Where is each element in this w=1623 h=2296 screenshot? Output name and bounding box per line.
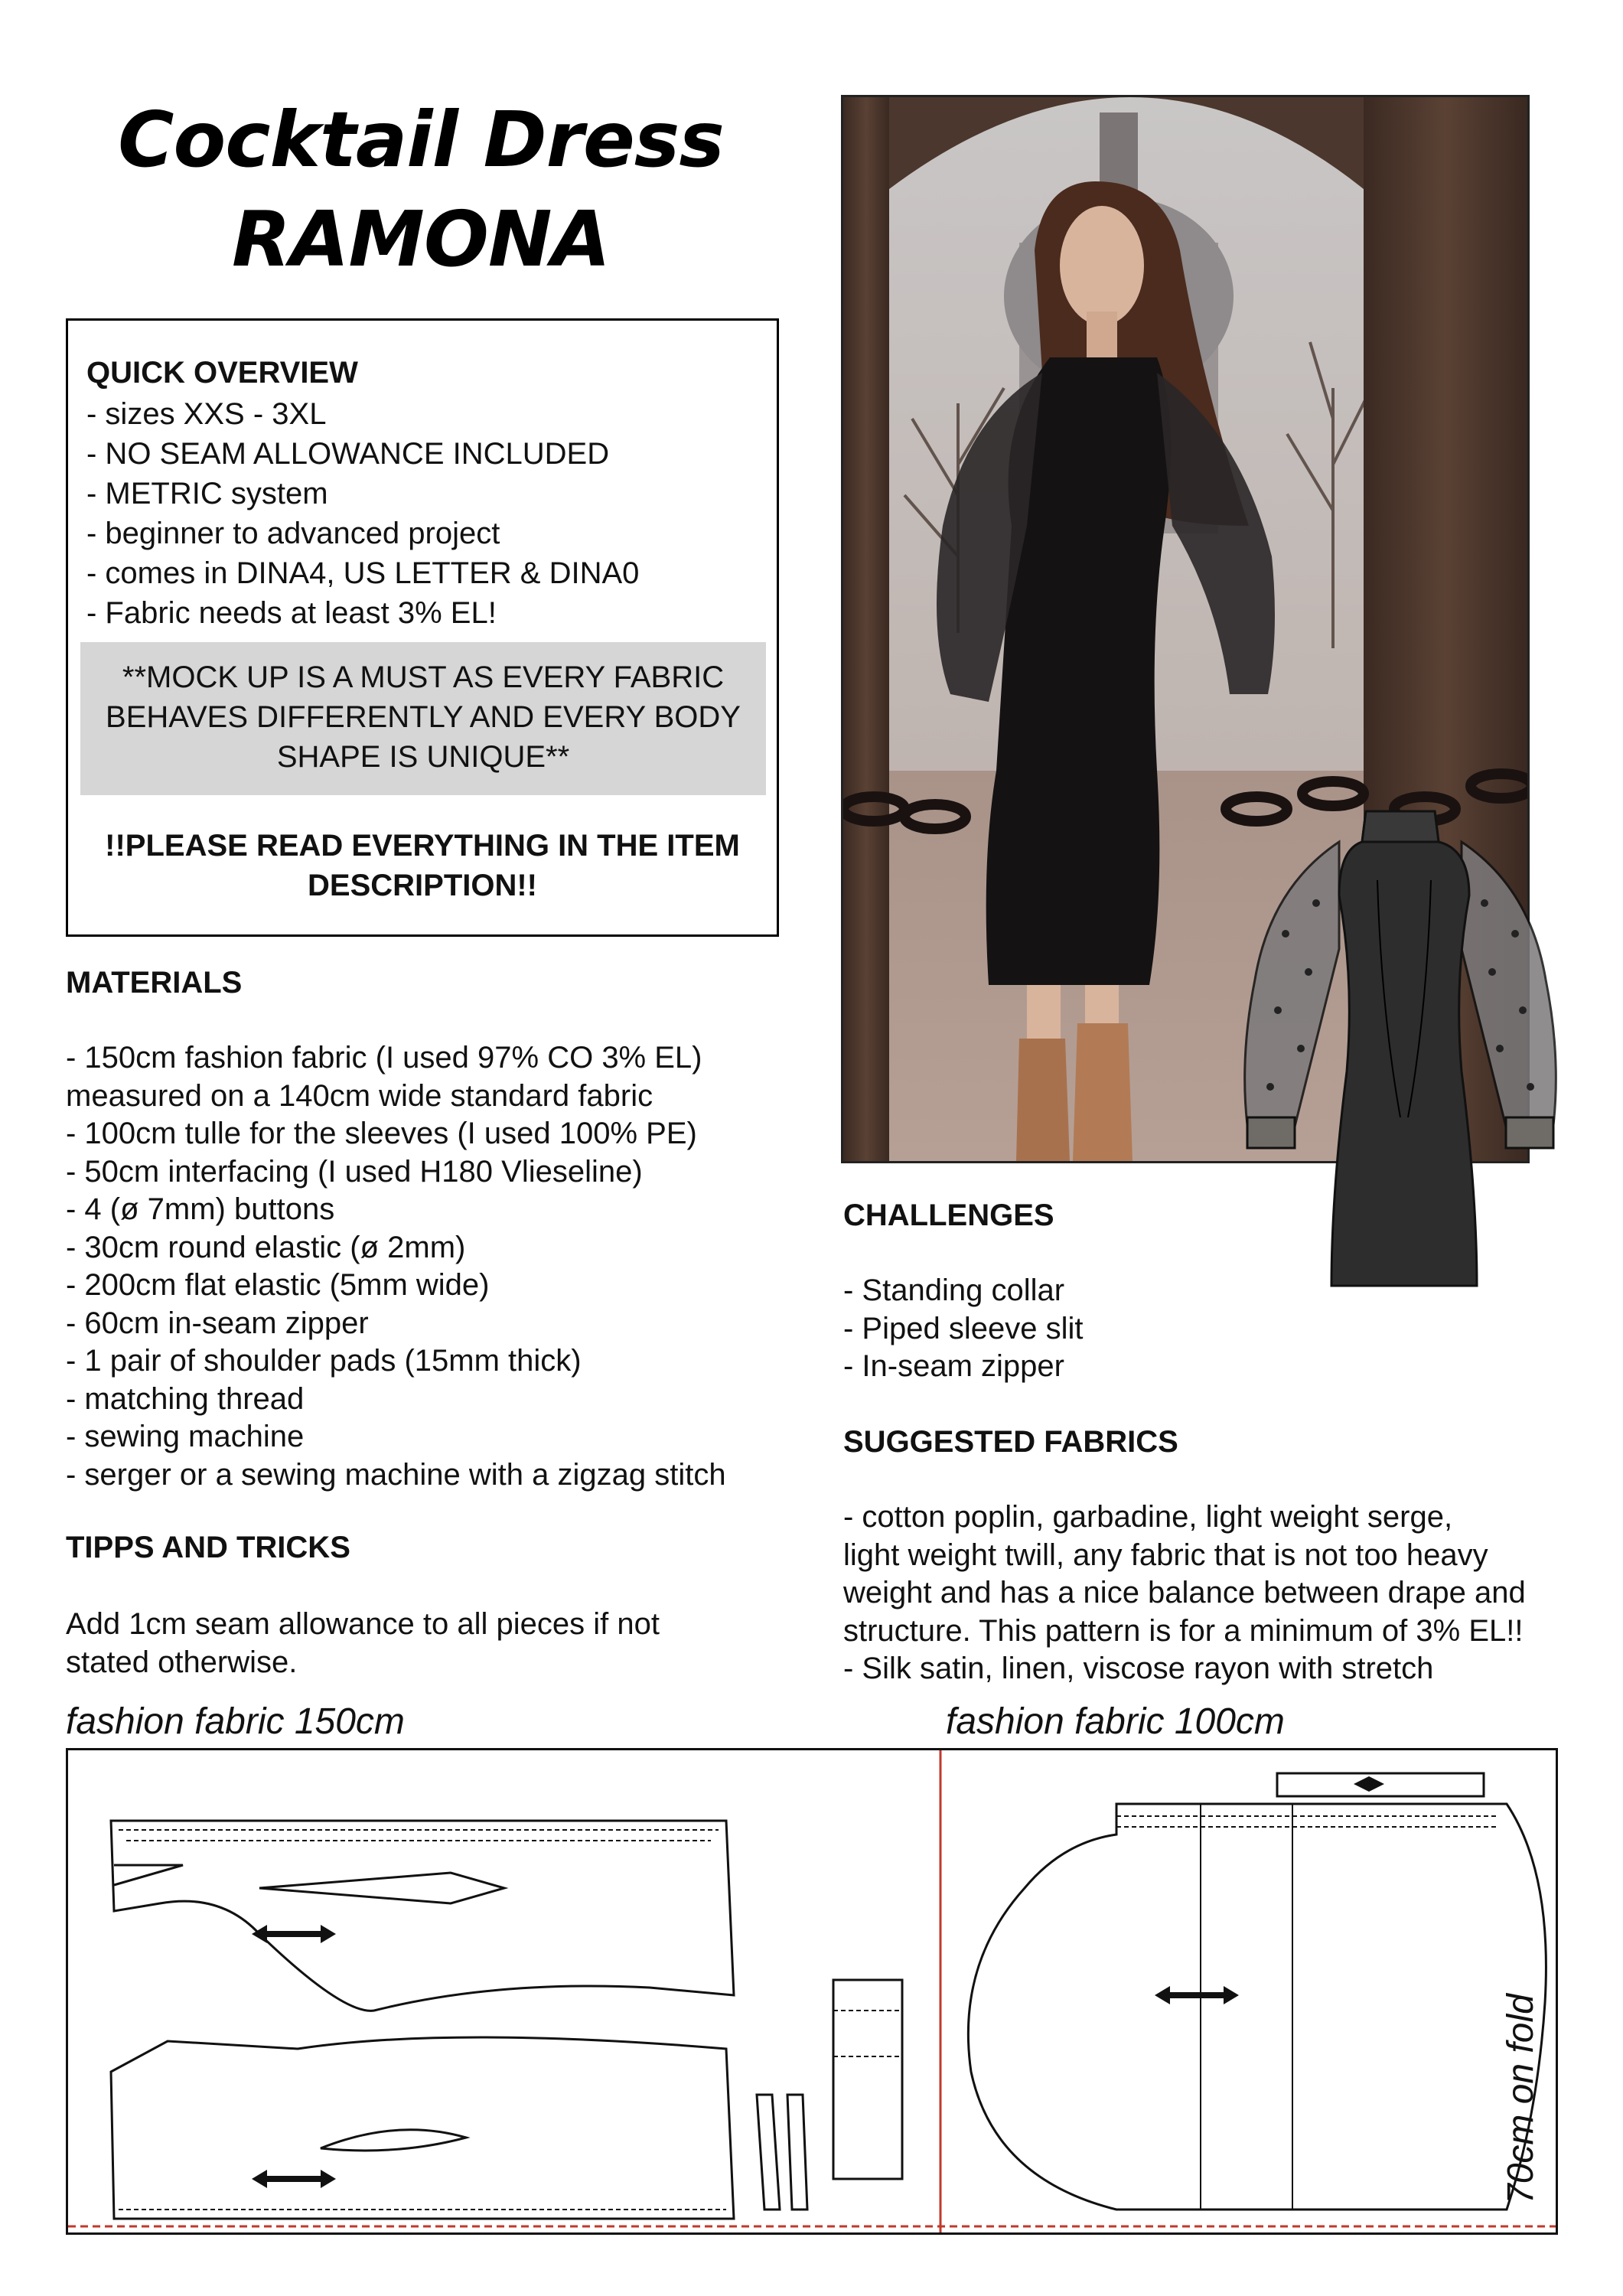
materials-item: - 50cm interfacing (I used H180 Vlieseline) <box>66 1154 643 1189</box>
fabrics-text <box>843 1499 1608 1688</box>
challenges-item: - Standing collar <box>843 1274 1065 1307</box>
title-line-1: Cocktail Dress <box>118 95 724 184</box>
materials-item: - serger or a sewing machine with a zigzag stitch <box>66 1457 726 1492</box>
page-title <box>77 90 765 289</box>
fabrics-line: light weight twill, any fabric that is not too heavy <box>843 1538 1488 1572</box>
mockup-note-line: BEHAVES DIFFERENTLY AND EVERY BODY <box>106 700 741 734</box>
materials-list <box>66 1039 816 1494</box>
tips-heading: TIPPS AND TRICKS <box>66 1531 350 1564</box>
mockup-note-line: **MOCK UP IS A MUST AS EVERY FABRIC <box>122 660 725 694</box>
read-warning <box>68 826 777 905</box>
materials-heading: MATERIALS <box>66 966 243 1000</box>
cutting-layout-diagram <box>68 1750 1556 2232</box>
read-warning-line: !!PLEASE READ EVERYTHING IN THE ITEM <box>105 829 740 863</box>
materials-item: - 30cm round elastic (ø 2mm) <box>66 1230 466 1264</box>
fabrics-heading: SUGGESTED FABRICS <box>843 1425 1178 1459</box>
materials-item: - 1 pair of shoulder pads (15mm thick) <box>66 1344 582 1378</box>
overview-item: - NO SEAM ALLOWANCE INCLUDED <box>86 437 610 471</box>
materials-item: - 200cm flat elastic (5mm wide) <box>66 1268 490 1302</box>
cutting-layout <box>66 1748 1558 2235</box>
overview-item: - comes in DINA4, US LETTER & DINA0 <box>86 556 640 590</box>
materials-item: measured on a 140cm wide standard fabric <box>66 1078 653 1113</box>
materials-item: - sewing machine <box>66 1420 305 1453</box>
materials-item: - 100cm tulle for the sleeves (I used 100% PE) <box>66 1117 697 1150</box>
tips-line: Add 1cm seam allowance to all pieces if not <box>66 1607 660 1641</box>
materials-item: - 4 (ø 7mm) buttons <box>66 1192 335 1226</box>
tips-line: stated otherwise. <box>66 1645 298 1679</box>
overview-item: - beginner to advanced project <box>86 517 500 550</box>
fold-label: 70cm on fold <box>1501 1994 1541 2204</box>
challenges-item: - In-seam zipper <box>843 1349 1064 1383</box>
overview-item: - sizes XXS - 3XL <box>86 397 327 431</box>
materials-item: - matching thread <box>66 1381 305 1416</box>
materials-item: - 150cm fashion fabric (I used 97% CO 3% EL) <box>66 1041 702 1075</box>
fabrics-line: - Silk satin, linen, viscose rayon with stretch <box>843 1652 1434 1685</box>
overview-item: - METRIC system <box>86 477 328 510</box>
overview-list <box>86 394 639 633</box>
read-warning-line: DESCRIPTION!! <box>308 869 537 902</box>
dress-flat-sketch <box>1224 796 1584 1332</box>
overview-item: - Fabric needs at least 3% EL! <box>86 596 497 630</box>
title-line-2: RAMONA <box>232 194 610 284</box>
layout-label-right: fashion fabric 100cm <box>946 1701 1285 1742</box>
tips-text <box>66 1606 816 1681</box>
challenges-heading: CHALLENGES <box>843 1199 1054 1232</box>
mockup-note-line: SHAPE IS UNIQUE** <box>276 740 570 774</box>
challenges-item: - Piped sleeve slit <box>843 1311 1084 1345</box>
layout-label-left: fashion fabric 150cm <box>66 1701 405 1742</box>
overview-heading: QUICK OVERVIEW <box>86 356 358 390</box>
fabrics-line: structure. This pattern is for a minimum of 3% EL!! <box>843 1613 1524 1648</box>
mockup-note <box>80 642 766 795</box>
challenges-list <box>843 1272 1241 1386</box>
fabrics-line: weight and has a nice balance between drape and <box>843 1576 1526 1609</box>
quick-overview-box <box>66 318 779 937</box>
fabrics-line: - cotton poplin, garbadine, light weight serge, <box>843 1500 1453 1534</box>
materials-item: - 60cm in-seam zipper <box>66 1306 369 1340</box>
